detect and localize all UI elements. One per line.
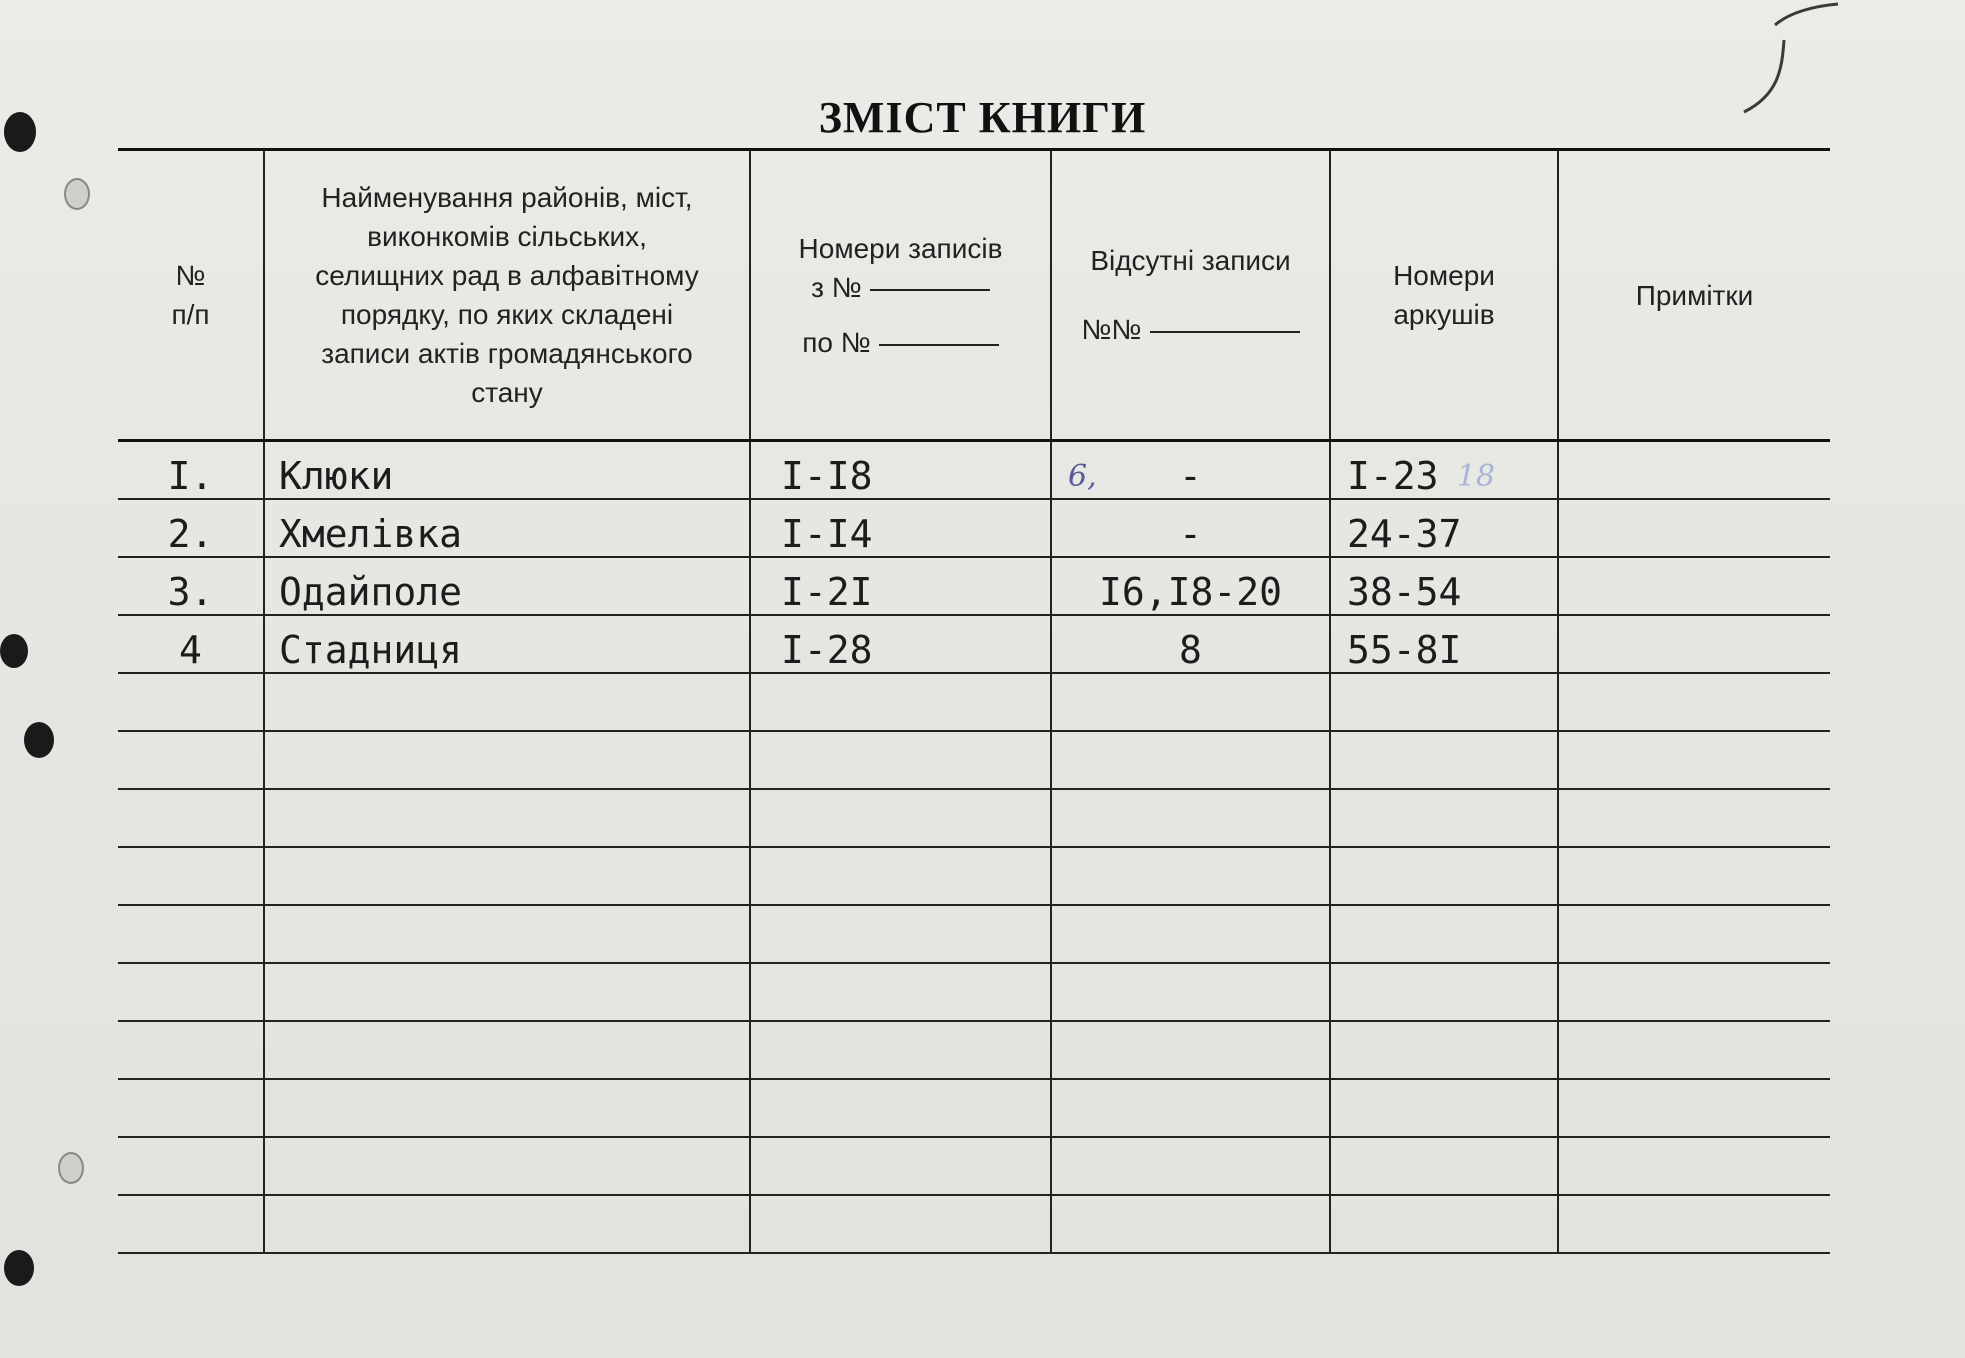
punch-hole-icon — [58, 1152, 84, 1184]
header-number: № п/п — [171, 260, 210, 330]
table-row: I. Клюки I-I8 6, - I-23 18 — [118, 441, 1830, 499]
punch-hole-icon — [24, 722, 54, 758]
table-row: 4 Стадниця I-28 8 55-8I — [118, 615, 1830, 673]
table-row: 3. Одайполе I-2I I6,I8-20 38-54 — [118, 557, 1830, 615]
handwritten-note: 6, — [1068, 458, 1097, 494]
header-sheet-numbers: Номери аркушів — [1330, 150, 1558, 441]
table-row-empty — [118, 1021, 1830, 1079]
header-record-numbers: Номери записів з № по № — [750, 150, 1051, 441]
header-notes: Примітки — [1558, 150, 1830, 441]
header-name: Найменування районів, міст, виконкомів сільських, селищних рад в алфавітному порядку, по яких складені записи актів громадянського стану — [264, 150, 750, 441]
table-row-empty — [118, 789, 1830, 847]
table-row-empty — [118, 963, 1830, 1021]
blank-line — [870, 289, 990, 291]
punch-hole-icon — [0, 634, 28, 668]
handwritten-note: 18 — [1456, 458, 1495, 494]
table-header-row — [118, 150, 1830, 441]
header-missing-records: Відсутні записи №№ — [1051, 150, 1330, 441]
blank-line — [1150, 331, 1300, 333]
table-row-empty — [118, 905, 1830, 963]
table-row-empty — [118, 673, 1830, 731]
document-title: ЗМІСТ КНИГИ — [818, 93, 1147, 142]
table-row-empty — [118, 1079, 1830, 1137]
table-row-empty — [118, 731, 1830, 789]
table-row-empty — [118, 1195, 1830, 1253]
punch-hole-icon — [64, 178, 90, 210]
book-contents-table — [118, 148, 1830, 1254]
table-row-empty — [118, 1137, 1830, 1195]
blank-line — [879, 344, 999, 346]
table-row: 2. Хмелівка I-I4 - 24-37 — [118, 499, 1830, 557]
punch-hole-icon — [4, 1250, 34, 1286]
table-row-empty — [118, 847, 1830, 905]
